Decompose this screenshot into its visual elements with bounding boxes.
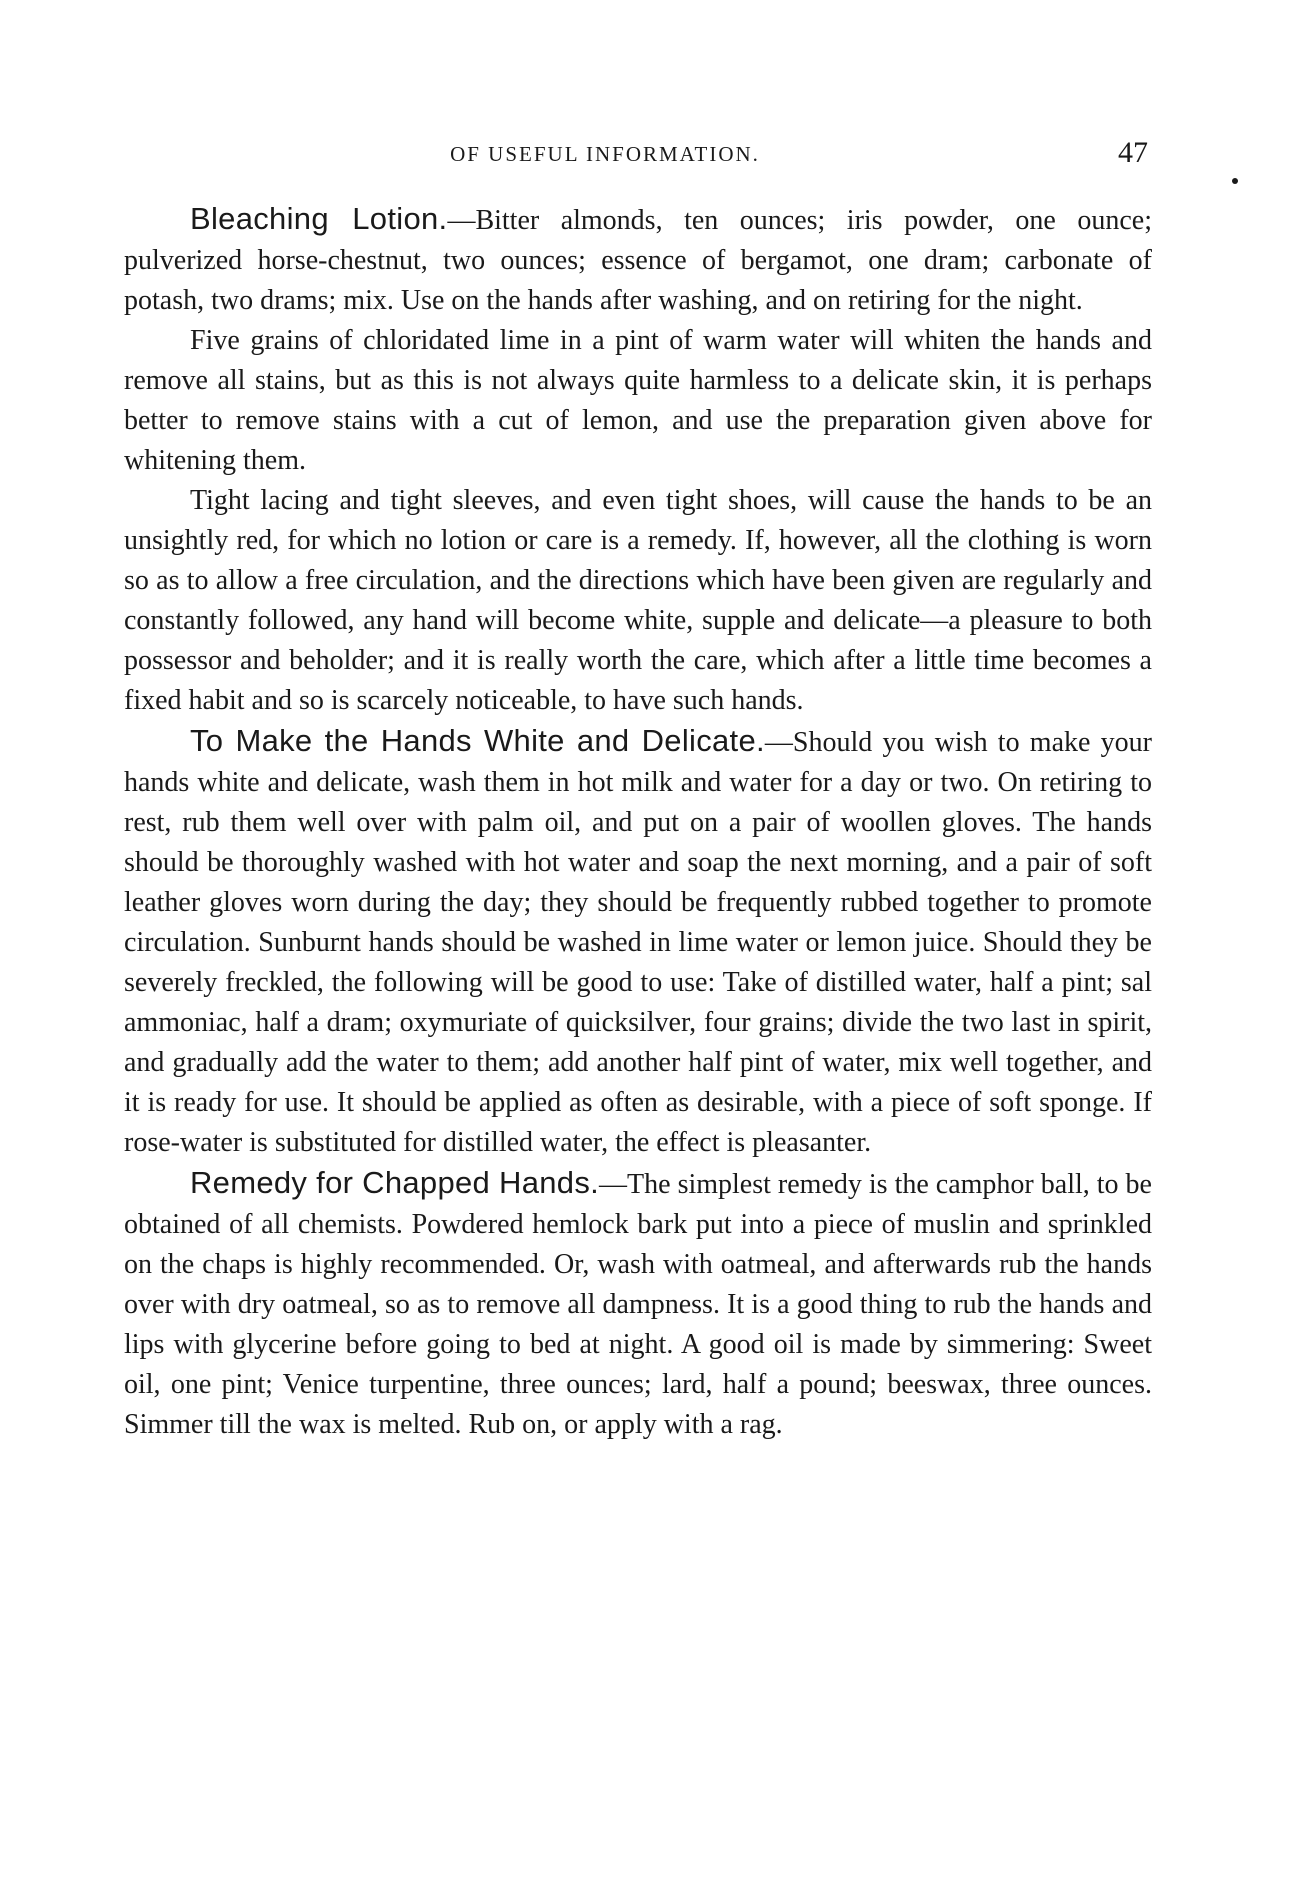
paragraph-text: —Bitter almonds, ten ounces; iris powder, one ounce; pulverized horse-chestnut, two ounces; essence of bergamot, one dram; carbonate of potash, two drams; mix. Use on the hands after washing, and on retiring for the night. bbox=[124, 205, 1152, 316]
section-heading: To Make the Hands White and Delicate. bbox=[190, 723, 765, 758]
page-number: 47 bbox=[1118, 136, 1148, 169]
paragraph-hands-white bbox=[124, 721, 1152, 1163]
paragraph-tight-lacing bbox=[124, 481, 1152, 721]
paragraph-chloridated-lime bbox=[124, 321, 1152, 481]
paragraph-text: —The simplest remedy is the camphor ball, to be obtained of all chemists. Powdered hemlock bark put into a piece of muslin and sprinkled on the chaps is highly recommended. Or, wash with oatmeal, and afterwards rub the hands over with dry oatmeal, so as to remove all dampness. It is a good thing to rub the hands and lips with glycerine before going to bed at night. A good oil is made by simmering: Sweet oil, one pint; Venice turpentine, three ounces; lard, half a pound; beeswax, three ounces. Simmer till the wax is melted. Rub on, or apply with a rag. bbox=[124, 1169, 1152, 1440]
section-heading: Bleaching Lotion. bbox=[190, 201, 448, 236]
margin-dot bbox=[1232, 178, 1238, 184]
section-heading: Remedy for Chapped Hands. bbox=[190, 1165, 600, 1200]
paragraph-text: Five grains of chloridated lime in a pint of warm water will whiten the hands and remove all stains, but as this is not always quite harmless to a delicate skin, it is perhaps better to remove stains with a cut of lemon, and use the preparation given above for whitening them. bbox=[124, 325, 1152, 476]
body-text bbox=[124, 199, 1152, 1445]
paragraph-text: Tight lacing and tight sleeves, and even tight shoes, will cause the hands to be an unsightly red, for which no lotion or care is a remedy. If, however, all the clothing is worn so as to allow a free circulation, and the directions which have been given are regularly and constantly followed, any hand will become white, supple and delicate—a pleasure to both possessor and beholder; and it is really worth the care, which after a little time becomes a fixed habit and so is scarcely noticeable, to have such hands. bbox=[124, 485, 1152, 716]
running-title: OF USEFUL INFORMATION. bbox=[450, 142, 760, 166]
paragraph-text: —Should you wish to make your hands white and delicate, wash them in hot milk and water for a day or two. On retiring to rest, rub them well over with palm oil, and put on a pair of woollen gloves. The hands should be thoroughly washed with hot water and soap the next morning, and a pair of soft leather gloves worn during the day; they should be frequently rubbed together to promote circulation. Sunburnt hands should be washed in lime water or lemon juice. Should they be severely freckled, the following will be good to use: Take of distilled water, half a pint; sal ammoniac, half a dram; oxymuriate of quicksilver, four grains; divide the two last in spirit, and gradually add the water to them; add another half pint of water, mix well together, and it is ready for use. It should be applied as often as desirable, with a piece of soft sponge. If rose-water is substituted for distilled water, the effect is pleasanter. bbox=[124, 727, 1152, 1158]
running-head bbox=[0, 136, 1296, 176]
paragraph-chapped-hands bbox=[124, 1163, 1152, 1445]
paragraph-bleaching-lotion bbox=[124, 199, 1152, 321]
